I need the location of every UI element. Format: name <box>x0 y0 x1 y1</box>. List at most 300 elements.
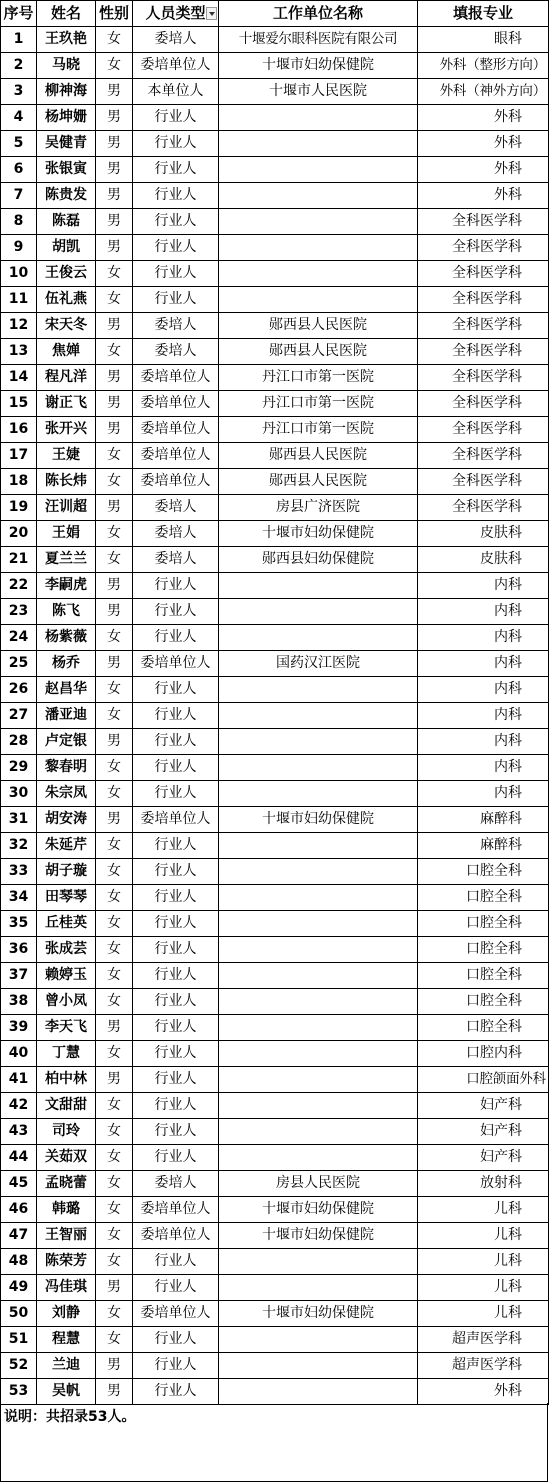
cell-unit[interactable]: 十堰市妇幼保健院 <box>219 1223 418 1249</box>
cell-major[interactable]: 外科（整形方向） <box>418 53 549 79</box>
cell-unit[interactable] <box>219 1275 418 1301</box>
cell-no[interactable]: 23 <box>1 599 37 625</box>
cell-no[interactable]: 4 <box>1 105 37 131</box>
cell-gender[interactable]: 女 <box>96 1249 133 1275</box>
cell-unit[interactable] <box>219 963 418 989</box>
cell-major[interactable]: 儿科 <box>418 1249 549 1275</box>
cell-major[interactable]: 内科 <box>418 677 549 703</box>
cell-major[interactable]: 儿科 <box>418 1275 549 1301</box>
cell-name[interactable]: 卢定银 <box>37 729 96 755</box>
cell-no[interactable]: 1 <box>1 27 37 53</box>
cell-type[interactable]: 行业人 <box>133 703 219 729</box>
cell-gender[interactable]: 女 <box>96 261 133 287</box>
cell-major[interactable]: 口腔全科 <box>418 937 549 963</box>
cell-major[interactable]: 外科 <box>418 157 549 183</box>
cell-name[interactable]: 宋天冬 <box>37 313 96 339</box>
cell-type[interactable]: 行业人 <box>133 157 219 183</box>
cell-no[interactable]: 20 <box>1 521 37 547</box>
cell-name[interactable]: 张开兴 <box>37 417 96 443</box>
cell-major[interactable]: 内科 <box>418 703 549 729</box>
cell-unit[interactable] <box>219 677 418 703</box>
cell-name[interactable]: 杨坤姗 <box>37 105 96 131</box>
cell-unit[interactable]: 十堰市妇幼保健院 <box>219 807 418 833</box>
cell-name[interactable]: 杨紫薇 <box>37 625 96 651</box>
cell-major[interactable]: 全科医学科 <box>418 287 549 313</box>
cell-type[interactable]: 委培单位人 <box>133 417 219 443</box>
cell-type[interactable]: 行业人 <box>133 625 219 651</box>
cell-gender[interactable]: 男 <box>96 313 133 339</box>
cell-gender[interactable]: 女 <box>96 1093 133 1119</box>
cell-no[interactable]: 41 <box>1 1067 37 1093</box>
cell-no[interactable]: 52 <box>1 1353 37 1379</box>
cell-type[interactable]: 行业人 <box>133 131 219 157</box>
cell-unit[interactable]: 十堰爱尔眼科医院有限公司 <box>219 27 418 53</box>
cell-name[interactable]: 兰迪 <box>37 1353 96 1379</box>
cell-name[interactable]: 杨乔 <box>37 651 96 677</box>
cell-unit[interactable] <box>219 859 418 885</box>
cell-major[interactable]: 口腔颌面外科 <box>418 1067 549 1093</box>
cell-name[interactable]: 赖婷玉 <box>37 963 96 989</box>
cell-no[interactable]: 38 <box>1 989 37 1015</box>
cell-name[interactable]: 柳神海 <box>37 79 96 105</box>
cell-gender[interactable]: 男 <box>96 131 133 157</box>
cell-major[interactable]: 外科 <box>418 105 549 131</box>
cell-no[interactable]: 35 <box>1 911 37 937</box>
cell-major[interactable]: 全科医学科 <box>418 209 549 235</box>
cell-type[interactable]: 行业人 <box>133 963 219 989</box>
cell-gender[interactable]: 女 <box>96 1171 133 1197</box>
cell-no[interactable]: 49 <box>1 1275 37 1301</box>
cell-type[interactable]: 行业人 <box>133 209 219 235</box>
cell-unit[interactable]: 丹江口市第一医院 <box>219 365 418 391</box>
cell-no[interactable]: 21 <box>1 547 37 573</box>
cell-no[interactable]: 19 <box>1 495 37 521</box>
cell-unit[interactable] <box>219 703 418 729</box>
cell-major[interactable]: 放射科 <box>418 1171 549 1197</box>
cell-no[interactable]: 28 <box>1 729 37 755</box>
cell-type[interactable]: 行业人 <box>133 1041 219 1067</box>
cell-name[interactable]: 韩璐 <box>37 1197 96 1223</box>
cell-unit[interactable]: 丹江口市第一医院 <box>219 391 418 417</box>
cell-no[interactable]: 29 <box>1 755 37 781</box>
cell-unit[interactable] <box>219 183 418 209</box>
cell-name[interactable]: 陈贵发 <box>37 183 96 209</box>
cell-no[interactable]: 37 <box>1 963 37 989</box>
cell-type[interactable]: 行业人 <box>133 1093 219 1119</box>
cell-name[interactable]: 冯佳琪 <box>37 1275 96 1301</box>
cell-gender[interactable]: 女 <box>96 1145 133 1171</box>
cell-major[interactable]: 妇产科 <box>418 1145 549 1171</box>
cell-type[interactable]: 行业人 <box>133 1275 219 1301</box>
cell-name[interactable]: 马晓 <box>37 53 96 79</box>
cell-major[interactable]: 内科 <box>418 573 549 599</box>
cell-major[interactable]: 全科医学科 <box>418 339 549 365</box>
cell-name[interactable]: 伍礼燕 <box>37 287 96 313</box>
cell-unit[interactable] <box>219 1067 418 1093</box>
cell-type[interactable]: 行业人 <box>133 859 219 885</box>
cell-major[interactable]: 皮肤科 <box>418 521 549 547</box>
cell-name[interactable]: 汪训超 <box>37 495 96 521</box>
cell-gender[interactable]: 男 <box>96 79 133 105</box>
cell-no[interactable]: 9 <box>1 235 37 261</box>
cell-major[interactable]: 麻醉科 <box>418 833 549 859</box>
cell-gender[interactable]: 女 <box>96 885 133 911</box>
cell-major[interactable]: 口腔全科 <box>418 963 549 989</box>
cell-major[interactable]: 全科医学科 <box>418 235 549 261</box>
cell-type[interactable]: 行业人 <box>133 573 219 599</box>
cell-no[interactable]: 51 <box>1 1327 37 1353</box>
cell-major[interactable]: 儿科 <box>418 1223 549 1249</box>
cell-type[interactable]: 委培人 <box>133 313 219 339</box>
cell-gender[interactable]: 女 <box>96 339 133 365</box>
cell-major[interactable]: 外科（神外方向） <box>418 79 549 105</box>
cell-name[interactable]: 王智丽 <box>37 1223 96 1249</box>
cell-gender[interactable]: 女 <box>96 677 133 703</box>
cell-major[interactable]: 口腔全科 <box>418 885 549 911</box>
cell-no[interactable]: 32 <box>1 833 37 859</box>
cell-type[interactable]: 行业人 <box>133 1015 219 1041</box>
cell-unit[interactable] <box>219 1249 418 1275</box>
cell-gender[interactable]: 男 <box>96 651 133 677</box>
cell-type[interactable]: 委培人 <box>133 1171 219 1197</box>
cell-type[interactable]: 委培人 <box>133 339 219 365</box>
cell-name[interactable]: 夏兰兰 <box>37 547 96 573</box>
cell-gender[interactable]: 男 <box>96 391 133 417</box>
cell-no[interactable]: 40 <box>1 1041 37 1067</box>
cell-gender[interactable]: 男 <box>96 183 133 209</box>
cell-name[interactable]: 李嗣虎 <box>37 573 96 599</box>
cell-type[interactable]: 行业人 <box>133 1067 219 1093</box>
cell-name[interactable]: 陈荣芳 <box>37 1249 96 1275</box>
cell-type[interactable]: 委培单位人 <box>133 53 219 79</box>
cell-name[interactable]: 陈长炜 <box>37 469 96 495</box>
cell-major[interactable]: 口腔全科 <box>418 989 549 1015</box>
cell-gender[interactable]: 男 <box>96 105 133 131</box>
cell-name[interactable]: 丘桂英 <box>37 911 96 937</box>
cell-no[interactable]: 34 <box>1 885 37 911</box>
cell-major[interactable]: 口腔全科 <box>418 1015 549 1041</box>
cell-major[interactable]: 口腔全科 <box>418 911 549 937</box>
cell-no[interactable]: 16 <box>1 417 37 443</box>
cell-no[interactable]: 7 <box>1 183 37 209</box>
cell-unit[interactable]: 郧西县人民医院 <box>219 443 418 469</box>
cell-name[interactable]: 吴健青 <box>37 131 96 157</box>
cell-unit[interactable] <box>219 833 418 859</box>
cell-no[interactable]: 26 <box>1 677 37 703</box>
cell-gender[interactable]: 男 <box>96 417 133 443</box>
cell-type[interactable]: 行业人 <box>133 1145 219 1171</box>
cell-gender[interactable]: 女 <box>96 755 133 781</box>
cell-gender[interactable]: 女 <box>96 833 133 859</box>
cell-unit[interactable] <box>219 1145 418 1171</box>
cell-no[interactable]: 10 <box>1 261 37 287</box>
cell-gender[interactable]: 男 <box>96 1015 133 1041</box>
cell-gender[interactable]: 男 <box>96 1067 133 1093</box>
cell-name[interactable]: 程凡洋 <box>37 365 96 391</box>
cell-name[interactable]: 胡子璇 <box>37 859 96 885</box>
cell-gender[interactable]: 男 <box>96 599 133 625</box>
cell-gender[interactable]: 女 <box>96 781 133 807</box>
cell-unit[interactable]: 房县人民医院 <box>219 1171 418 1197</box>
cell-unit[interactable] <box>219 1119 418 1145</box>
cell-type[interactable]: 委培人 <box>133 27 219 53</box>
cell-type[interactable]: 行业人 <box>133 261 219 287</box>
cell-gender[interactable]: 女 <box>96 859 133 885</box>
cell-gender[interactable]: 女 <box>96 287 133 313</box>
cell-gender[interactable]: 女 <box>96 521 133 547</box>
cell-gender[interactable]: 女 <box>96 27 133 53</box>
cell-type[interactable]: 行业人 <box>133 287 219 313</box>
cell-gender[interactable]: 女 <box>96 625 133 651</box>
cell-unit[interactable]: 郧西县人民医院 <box>219 313 418 339</box>
cell-no[interactable]: 3 <box>1 79 37 105</box>
cell-unit[interactable] <box>219 209 418 235</box>
cell-name[interactable]: 田琴琴 <box>37 885 96 911</box>
cell-type[interactable]: 委培单位人 <box>133 1197 219 1223</box>
cell-name[interactable]: 司玲 <box>37 1119 96 1145</box>
cell-major[interactable]: 全科医学科 <box>418 495 549 521</box>
cell-name[interactable]: 胡凯 <box>37 235 96 261</box>
cell-gender[interactable]: 男 <box>96 209 133 235</box>
cell-unit[interactable]: 丹江口市第一医院 <box>219 417 418 443</box>
cell-unit[interactable] <box>219 1327 418 1353</box>
cell-major[interactable]: 口腔内科 <box>418 1041 549 1067</box>
cell-major[interactable]: 内科 <box>418 755 549 781</box>
cell-type[interactable]: 委培单位人 <box>133 365 219 391</box>
cell-unit[interactable]: 国药汉江医院 <box>219 651 418 677</box>
cell-gender[interactable]: 男 <box>96 807 133 833</box>
cell-no[interactable]: 6 <box>1 157 37 183</box>
cell-type[interactable]: 行业人 <box>133 1327 219 1353</box>
cell-no[interactable]: 15 <box>1 391 37 417</box>
cell-unit[interactable] <box>219 105 418 131</box>
cell-major[interactable]: 超声医学科 <box>418 1353 549 1379</box>
cell-major[interactable]: 全科医学科 <box>418 417 549 443</box>
cell-unit[interactable] <box>219 885 418 911</box>
cell-no[interactable]: 27 <box>1 703 37 729</box>
cell-major[interactable]: 儿科 <box>418 1197 549 1223</box>
cell-name[interactable]: 曾小凤 <box>37 989 96 1015</box>
cell-type[interactable]: 委培单位人 <box>133 1223 219 1249</box>
cell-name[interactable]: 黎春明 <box>37 755 96 781</box>
cell-major[interactable]: 外科 <box>418 131 549 157</box>
cell-major[interactable]: 全科医学科 <box>418 313 549 339</box>
cell-name[interactable]: 丁慧 <box>37 1041 96 1067</box>
cell-no[interactable]: 17 <box>1 443 37 469</box>
cell-name[interactable]: 潘亚迪 <box>37 703 96 729</box>
cell-major[interactable]: 皮肤科 <box>418 547 549 573</box>
cell-gender[interactable]: 男 <box>96 1379 133 1405</box>
cell-gender[interactable]: 女 <box>96 547 133 573</box>
cell-no[interactable]: 33 <box>1 859 37 885</box>
cell-major[interactable]: 内科 <box>418 729 549 755</box>
cell-type[interactable]: 委培人 <box>133 547 219 573</box>
cell-name[interactable]: 李天飞 <box>37 1015 96 1041</box>
cell-no[interactable]: 44 <box>1 1145 37 1171</box>
cell-no[interactable]: 31 <box>1 807 37 833</box>
cell-no[interactable]: 14 <box>1 365 37 391</box>
cell-gender[interactable]: 女 <box>96 443 133 469</box>
cell-major[interactable]: 麻醉科 <box>418 807 549 833</box>
cell-unit[interactable] <box>219 911 418 937</box>
cell-gender[interactable]: 女 <box>96 911 133 937</box>
cell-unit[interactable]: 十堰市妇幼保健院 <box>219 1301 418 1327</box>
cell-unit[interactable] <box>219 1379 418 1405</box>
cell-type[interactable]: 行业人 <box>133 781 219 807</box>
cell-unit[interactable] <box>219 573 418 599</box>
cell-unit[interactable] <box>219 1353 418 1379</box>
cell-type[interactable]: 委培人 <box>133 521 219 547</box>
cell-unit[interactable] <box>219 287 418 313</box>
cell-major[interactable]: 全科医学科 <box>418 365 549 391</box>
cell-no[interactable]: 50 <box>1 1301 37 1327</box>
cell-type[interactable]: 行业人 <box>133 989 219 1015</box>
cell-gender[interactable]: 女 <box>96 703 133 729</box>
cell-no[interactable]: 5 <box>1 131 37 157</box>
cell-major[interactable]: 超声医学科 <box>418 1327 549 1353</box>
cell-gender[interactable]: 男 <box>96 1275 133 1301</box>
cell-unit[interactable]: 十堰市妇幼保健院 <box>219 521 418 547</box>
cell-name[interactable]: 刘静 <box>37 1301 96 1327</box>
cell-no[interactable]: 36 <box>1 937 37 963</box>
cell-gender[interactable]: 女 <box>96 1327 133 1353</box>
cell-name[interactable]: 柏中林 <box>37 1067 96 1093</box>
cell-gender[interactable]: 女 <box>96 1119 133 1145</box>
cell-name[interactable]: 张成芸 <box>37 937 96 963</box>
cell-name[interactable]: 陈磊 <box>37 209 96 235</box>
cell-unit[interactable]: 十堰市人民医院 <box>219 79 418 105</box>
cell-no[interactable]: 24 <box>1 625 37 651</box>
cell-unit[interactable] <box>219 157 418 183</box>
cell-type[interactable]: 行业人 <box>133 911 219 937</box>
cell-unit[interactable] <box>219 729 418 755</box>
cell-gender[interactable]: 女 <box>96 1223 133 1249</box>
cell-unit[interactable] <box>219 781 418 807</box>
cell-no[interactable]: 53 <box>1 1379 37 1405</box>
cell-no[interactable]: 25 <box>1 651 37 677</box>
cell-name[interactable]: 王婕 <box>37 443 96 469</box>
cell-name[interactable]: 朱宗凤 <box>37 781 96 807</box>
cell-no[interactable]: 13 <box>1 339 37 365</box>
cell-major[interactable]: 内科 <box>418 599 549 625</box>
cell-type[interactable]: 行业人 <box>133 755 219 781</box>
cell-gender[interactable]: 女 <box>96 963 133 989</box>
cell-no[interactable]: 43 <box>1 1119 37 1145</box>
cell-type[interactable]: 本单位人 <box>133 79 219 105</box>
cell-type[interactable]: 行业人 <box>133 1379 219 1405</box>
cell-name[interactable]: 赵昌华 <box>37 677 96 703</box>
cell-gender[interactable]: 女 <box>96 989 133 1015</box>
cell-no[interactable]: 42 <box>1 1093 37 1119</box>
cell-gender[interactable]: 女 <box>96 1041 133 1067</box>
cell-unit[interactable] <box>219 131 418 157</box>
cell-unit[interactable] <box>219 1015 418 1041</box>
cell-no[interactable]: 39 <box>1 1015 37 1041</box>
cell-gender[interactable]: 女 <box>96 937 133 963</box>
cell-gender[interactable]: 男 <box>96 365 133 391</box>
cell-no[interactable]: 46 <box>1 1197 37 1223</box>
cell-major[interactable]: 妇产科 <box>418 1119 549 1145</box>
cell-name[interactable]: 关茹双 <box>37 1145 96 1171</box>
cell-name[interactable]: 文甜甜 <box>37 1093 96 1119</box>
cell-major[interactable]: 全科医学科 <box>418 469 549 495</box>
cell-type[interactable]: 行业人 <box>133 677 219 703</box>
cell-type[interactable]: 委培单位人 <box>133 391 219 417</box>
cell-type[interactable]: 行业人 <box>133 729 219 755</box>
cell-major[interactable]: 全科医学科 <box>418 261 549 287</box>
cell-unit[interactable] <box>219 989 418 1015</box>
cell-name[interactable]: 王玖艳 <box>37 27 96 53</box>
cell-unit[interactable] <box>219 261 418 287</box>
cell-unit[interactable]: 十堰市妇幼保健院 <box>219 53 418 79</box>
cell-major[interactable]: 全科医学科 <box>418 443 549 469</box>
cell-type[interactable]: 行业人 <box>133 1249 219 1275</box>
cell-type[interactable]: 委培单位人 <box>133 651 219 677</box>
cell-type[interactable]: 行业人 <box>133 937 219 963</box>
cell-gender[interactable]: 女 <box>96 53 133 79</box>
cell-gender[interactable]: 男 <box>96 573 133 599</box>
cell-name[interactable]: 张银寅 <box>37 157 96 183</box>
cell-type[interactable]: 行业人 <box>133 1353 219 1379</box>
cell-no[interactable]: 22 <box>1 573 37 599</box>
cell-major[interactable]: 口腔全科 <box>418 859 549 885</box>
cell-name[interactable]: 谢正飞 <box>37 391 96 417</box>
cell-major[interactable]: 全科医学科 <box>418 391 549 417</box>
cell-unit[interactable]: 郧西县人民医院 <box>219 469 418 495</box>
cell-type[interactable]: 委培单位人 <box>133 1301 219 1327</box>
cell-type[interactable]: 行业人 <box>133 833 219 859</box>
cell-no[interactable]: 45 <box>1 1171 37 1197</box>
cell-name[interactable]: 吴帆 <box>37 1379 96 1405</box>
cell-type[interactable]: 委培单位人 <box>133 807 219 833</box>
cell-unit[interactable] <box>219 937 418 963</box>
cell-major[interactable]: 眼科 <box>418 27 549 53</box>
cell-type[interactable]: 行业人 <box>133 1119 219 1145</box>
cell-unit[interactable] <box>219 599 418 625</box>
cell-gender[interactable]: 男 <box>96 495 133 521</box>
cell-gender[interactable]: 女 <box>96 1197 133 1223</box>
cell-unit[interactable]: 郧西县妇幼保健院 <box>219 547 418 573</box>
cell-no[interactable]: 8 <box>1 209 37 235</box>
cell-name[interactable]: 焦婵 <box>37 339 96 365</box>
cell-name[interactable]: 朱延芹 <box>37 833 96 859</box>
cell-gender[interactable]: 女 <box>96 469 133 495</box>
cell-major[interactable]: 外科 <box>418 1379 549 1405</box>
cell-name[interactable]: 程慧 <box>37 1327 96 1353</box>
cell-gender[interactable]: 男 <box>96 729 133 755</box>
cell-major[interactable]: 内科 <box>418 781 549 807</box>
cell-no[interactable]: 11 <box>1 287 37 313</box>
cell-type[interactable]: 行业人 <box>133 885 219 911</box>
cell-name[interactable]: 王俊云 <box>37 261 96 287</box>
cell-unit[interactable]: 郧西县人民医院 <box>219 339 418 365</box>
cell-unit[interactable]: 房县广济医院 <box>219 495 418 521</box>
cell-major[interactable]: 妇产科 <box>418 1093 549 1119</box>
cell-gender[interactable]: 女 <box>96 1301 133 1327</box>
cell-type[interactable]: 行业人 <box>133 105 219 131</box>
cell-unit[interactable] <box>219 1093 418 1119</box>
cell-no[interactable]: 30 <box>1 781 37 807</box>
cell-name[interactable]: 陈飞 <box>37 599 96 625</box>
cell-no[interactable]: 47 <box>1 1223 37 1249</box>
cell-unit[interactable] <box>219 755 418 781</box>
cell-major[interactable]: 外科 <box>418 183 549 209</box>
cell-type[interactable]: 委培单位人 <box>133 469 219 495</box>
dropdown-filter-icon[interactable] <box>206 7 217 20</box>
cell-major[interactable]: 内科 <box>418 651 549 677</box>
cell-type[interactable]: 行业人 <box>133 235 219 261</box>
cell-major[interactable]: 内科 <box>418 625 549 651</box>
